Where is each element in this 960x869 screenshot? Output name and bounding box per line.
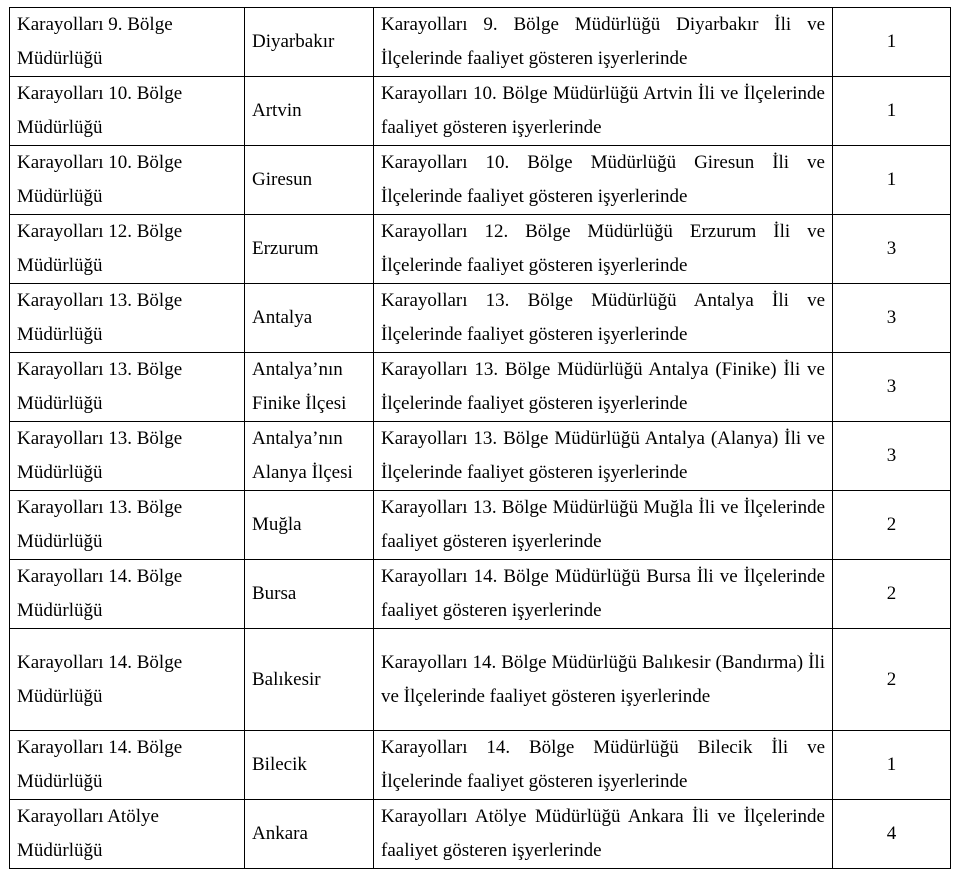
unit-cell: Karayolları 14. Bölge Müdürlüğü (10, 560, 245, 629)
table-row (10, 422, 951, 491)
city-cell: Bursa (245, 560, 374, 629)
unit-cell: Karayolları 13. Bölge Müdürlüğü (10, 284, 245, 353)
city-cell: Artvin (245, 77, 374, 146)
city-cell: Antalya’nın Finike İlçesi (245, 353, 374, 422)
count-cell: 2 (833, 560, 951, 629)
table-row (10, 215, 951, 284)
description-cell: Karayolları Atölye Müdürlüğü Ankara İli ve İlçelerinde faaliyet gösteren işyerlerinde (374, 800, 833, 869)
unit-cell: Karayolları 13. Bölge Müdürlüğü (10, 491, 245, 560)
city-cell: Diyarbakır (245, 8, 374, 77)
table-row (10, 77, 951, 146)
description-cell: Karayolları 10. Bölge Müdürlüğü Artvin İli ve İlçelerinde faaliyet gösteren işyerlerinde (374, 77, 833, 146)
description-cell: Karayolları 9. Bölge Müdürlüğü Diyarbakır İli ve İlçelerinde faaliyet gösteren işyerlerinde (374, 8, 833, 77)
document-table-container (9, 7, 951, 869)
city-cell: Bilecik (245, 731, 374, 800)
unit-cell: Karayolları 14. Bölge Müdürlüğü (10, 731, 245, 800)
description-cell: Karayolları 10. Bölge Müdürlüğü Giresun İli ve İlçelerinde faaliyet gösteren işyerlerinde (374, 146, 833, 215)
count-cell: 1 (833, 8, 951, 77)
description-cell: Karayolları 14. Bölge Müdürlüğü Balıkesir (Bandırma) İli ve İlçelerinde faaliyet gösteren işyerlerinde (374, 629, 833, 731)
count-cell: 1 (833, 731, 951, 800)
unit-cell: Karayolları 13. Bölge Müdürlüğü (10, 353, 245, 422)
unit-cell: Karayolları 10. Bölge Müdürlüğü (10, 77, 245, 146)
count-cell: 1 (833, 146, 951, 215)
table-row (10, 800, 951, 869)
table-row (10, 629, 951, 731)
description-cell: Karayolları 13. Bölge Müdürlüğü Antalya (Finike) İli ve İlçelerinde faaliyet gösteren işyerlerinde (374, 353, 833, 422)
city-cell: Antalya (245, 284, 374, 353)
city-cell: Erzurum (245, 215, 374, 284)
description-cell: Karayolları 14. Bölge Müdürlüğü Bilecik İli ve İlçelerinde faaliyet gösteren işyerlerinde (374, 731, 833, 800)
city-cell: Giresun (245, 146, 374, 215)
count-cell: 3 (833, 215, 951, 284)
count-cell: 2 (833, 491, 951, 560)
table-row (10, 146, 951, 215)
city-cell: Muğla (245, 491, 374, 560)
description-cell: Karayolları 13. Bölge Müdürlüğü Antalya (Alanya) İli ve İlçelerinde faaliyet gösteren işyerlerinde (374, 422, 833, 491)
count-cell: 3 (833, 284, 951, 353)
unit-cell: Karayolları Atölye Müdürlüğü (10, 800, 245, 869)
unit-cell: Karayolları 9. Bölge Müdürlüğü (10, 8, 245, 77)
description-cell: Karayolları 12. Bölge Müdürlüğü Erzurum İli ve İlçelerinde faaliyet gösteren işyerlerinde (374, 215, 833, 284)
table-row (10, 560, 951, 629)
table-row (10, 731, 951, 800)
description-cell: Karayolları 13. Bölge Müdürlüğü Muğla İli ve İlçelerinde faaliyet gösteren işyerlerinde (374, 491, 833, 560)
count-cell: 3 (833, 353, 951, 422)
city-cell: Balıkesir (245, 629, 374, 731)
count-cell: 2 (833, 629, 951, 731)
table-row (10, 491, 951, 560)
allocation-table (9, 7, 951, 869)
unit-cell: Karayolları 10. Bölge Müdürlüğü (10, 146, 245, 215)
count-cell: 1 (833, 77, 951, 146)
table-row (10, 284, 951, 353)
table-row (10, 353, 951, 422)
unit-cell: Karayolları 14. Bölge Müdürlüğü (10, 629, 245, 731)
city-cell: Ankara (245, 800, 374, 869)
table-row (10, 8, 951, 77)
count-cell: 4 (833, 800, 951, 869)
description-cell: Karayolları 14. Bölge Müdürlüğü Bursa İli ve İlçelerinde faaliyet gösteren işyerlerinde (374, 560, 833, 629)
count-cell: 3 (833, 422, 951, 491)
unit-cell: Karayolları 13. Bölge Müdürlüğü (10, 422, 245, 491)
unit-cell: Karayolları 12. Bölge Müdürlüğü (10, 215, 245, 284)
description-cell: Karayolları 13. Bölge Müdürlüğü Antalya İli ve İlçelerinde faaliyet gösteren işyerlerinde (374, 284, 833, 353)
city-cell: Antalya’nın Alanya İlçesi (245, 422, 374, 491)
